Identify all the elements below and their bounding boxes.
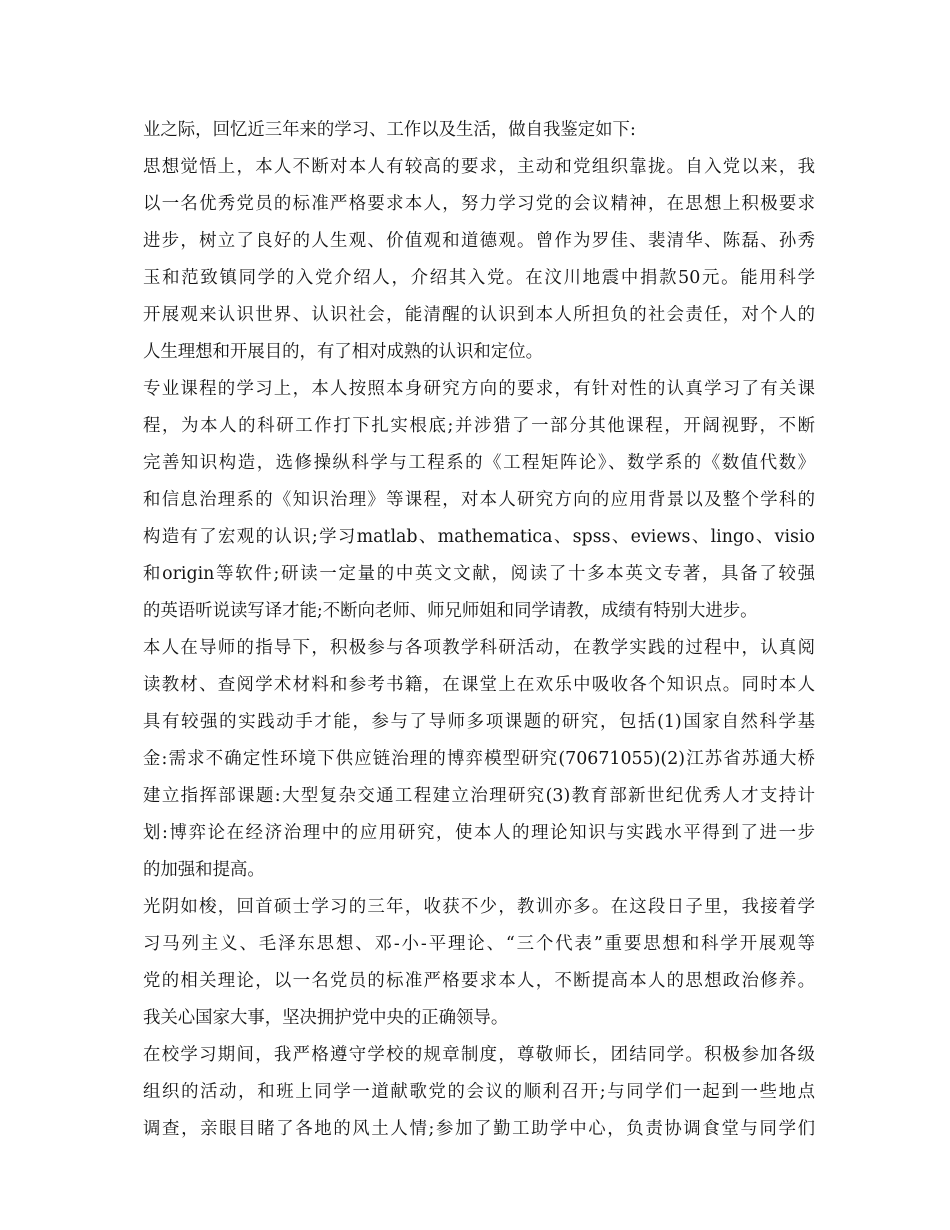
text-line: 调查，亲眼目睹了各地的风土人情;参加了勤工助学中心，负责协调食堂与同学们 <box>143 1119 815 1139</box>
text-line: 构造有了宏观的认识;学习matlab、mathematica、spss、eviews、lingo、visio <box>143 527 815 547</box>
text-line: 开展观来认识世界、认识社会，能清醒的认识到本人所担负的社会责任，对个人的 <box>143 305 815 325</box>
text-line: 进步，树立了良好的人生观、价值观和道德观。曾作为罗佳、裴清华、陈磊、孙秀 <box>143 231 815 251</box>
text-line: 业之际，回忆近三年来的学习、工作以及生活，做自我鉴定如下: <box>143 120 636 140</box>
text-line: 在校学习期间，我严格遵守学校的规章制度，尊敬师长，团结同学。积极参加各级 <box>143 1045 815 1065</box>
text-line: 光阴如梭，回首硕士学习的三年，收获不少，教训亦多。在这段日子里，我接着学 <box>143 897 815 917</box>
document-page <box>143 112 815 1148</box>
text-line: 的加强和提高。 <box>143 860 265 880</box>
text-line: 以一名优秀党员的标准严格要求本人，努力学习党的会议精神，在思想上积极要求 <box>143 194 815 214</box>
text-line: 金:需求不确定性环境下供应链治理的博弈模型研究(70671055)(2)江苏省苏通大桥 <box>143 749 815 769</box>
text-line: 思想觉悟上，本人不断对本人有较高的要求，主动和党组织靠拢。自入党以来，我 <box>143 157 815 177</box>
text-line: 和信息治理系的《知识治理》等课程，对本人研究方向的应用背景以及整个学科的 <box>143 490 815 510</box>
text-line: 专业课程的学习上，本人按照本身研究方向的要求，有针对性的认真学习了有关课 <box>143 379 815 399</box>
text-line: 具有较强的实践动手才能，参与了导师多项课题的研究，包括(1)国家自然科学基 <box>143 712 815 732</box>
text-line: 建立指挥部课题:大型复杂交通工程建立治理研究(3)教育部新世纪优秀人才支持计 <box>143 786 815 806</box>
text-line: 的英语听说读写译才能;不断向老师、师兄师姐和同学请教，成绩有特别大进步。 <box>143 601 758 621</box>
text-line: 完善知识构造，选修操纵科学与工程系的《工程矩阵论》、数学系的《数值代数》 <box>143 453 815 473</box>
text-line: 划:博弈论在经济治理中的应用研究，使本人的理论知识与实践水平得到了进一步 <box>143 823 815 843</box>
text-line: 习马列主义、毛泽东思想、邓-小-平理论、“三个代表”重要思想和科学开展观等 <box>143 934 815 954</box>
text-line: 读教材、查阅学术材料和参考书籍，在课堂上在欢乐中吸收各个知识点。同时本人 <box>143 675 815 695</box>
text-line: 玉和范致镇同学的入党介绍人，介绍其入党。在汶川地震中捐款50元。能用科学 <box>143 268 815 288</box>
text-line: 程，为本人的科研工作打下扎实根底;并涉猎了一部分其他课程，开阔视野，不断 <box>143 416 815 436</box>
text-line: 我关心国家大事，坚决拥护党中央的正确领导。 <box>143 1008 509 1028</box>
text-line: 本人在导师的指导下，积极参与各项教学科研活动，在教学实践的过程中，认真阅 <box>143 638 815 658</box>
text-line: 人生理想和开展目的，有了相对成熟的认识和定位。 <box>143 342 543 362</box>
text-line: 和origin等软件;研读一定量的中英文文献，阅读了十多本英文专著，具备了较强 <box>143 564 815 584</box>
text-line: 组织的活动，和班上同学一道献歌党的会议的顺利召开;与同学们一起到一些地点 <box>143 1082 815 1102</box>
text-line: 党的相关理论，以一名党员的标准严格要求本人，不断提高本人的思想政治修养。 <box>143 971 815 991</box>
